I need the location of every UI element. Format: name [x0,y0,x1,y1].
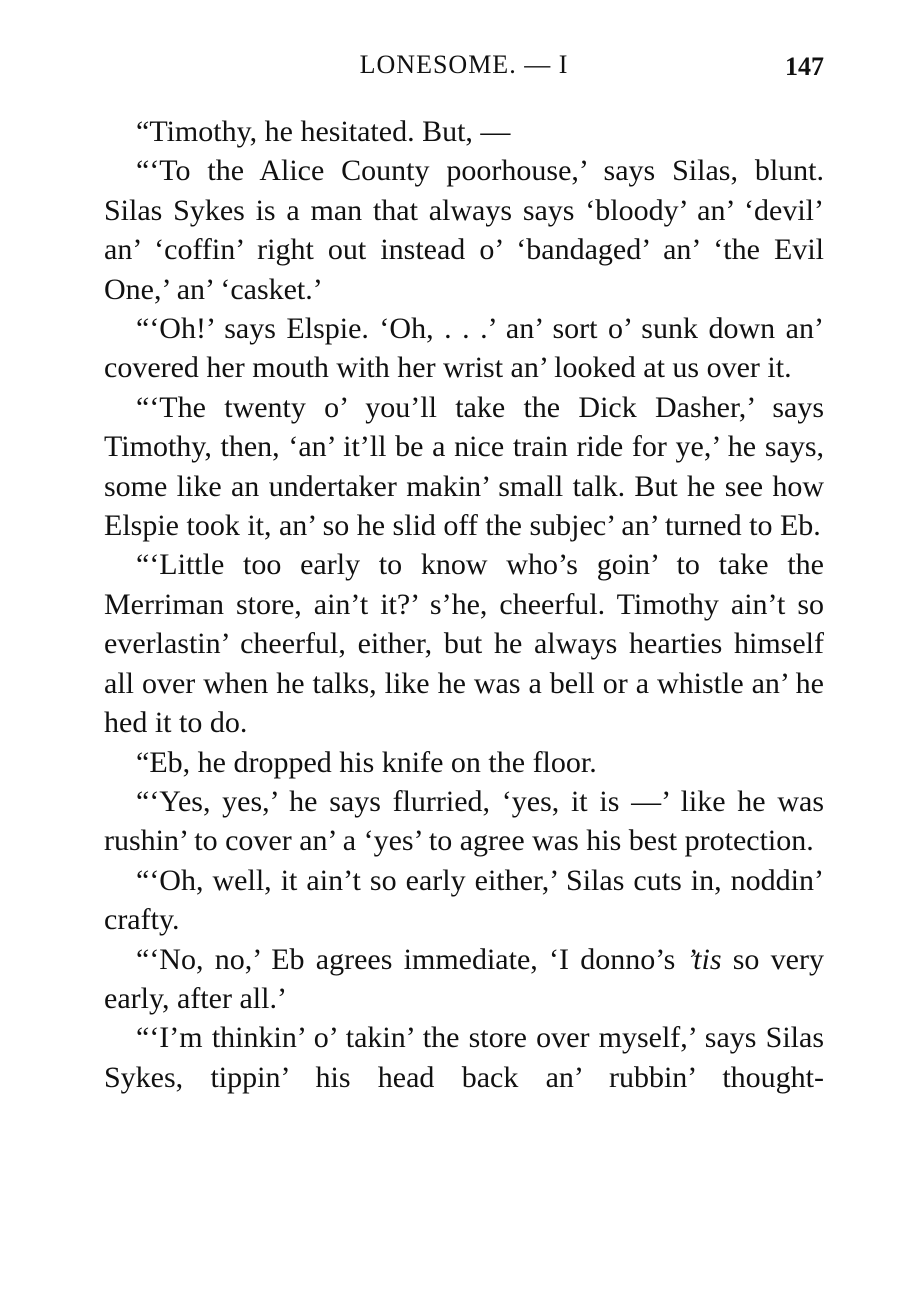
paragraph: “‘Little too early to know who’s goin’ to take the Merriman store, ain’t it?’ s’he, cheerful. Timothy ain’t so everlastin’ cheerful, either, but he always hearties himself all over when he talks, like he was a bell or a whistle an’ he hed it to do. [104,548,824,740]
page-number: 147 [785,52,824,81]
paragraph-text: so very early, after all.’ [104,942,824,1015]
paragraph: “‘Oh, well, it ain’t so early either,’ Silas cuts in, noddin’ crafty. [104,863,824,937]
body-text [104,112,824,1097]
paragraph: “‘Yes, yes,’ he says flurried, ‘yes, it is —’ like he was rushin’ to cover an’ a ‘yes’ to agree was his best protection. [104,784,824,858]
italic-word: ’tis [686,942,722,976]
paragraph: “Eb, he dropped his knife on the floor. [136,745,597,779]
paragraph: “‘The twenty o’ you’ll take the Dick Dasher,’ says Timothy, then, ‘an’ it’ll be a nice train ride for ye,’ he says, some like an undertaker makin’ small talk. But he see how Elspie took it, an’ so he slid off the subjec’ an’ turned to Eb. [104,390,824,543]
running-head: LONESOME. — I [359,50,569,79]
paragraph-text: “‘No, no,’ Eb agrees immediate, ‘I donno’s [136,942,687,976]
paragraph: “Timothy, he hesitated. But, — [136,115,511,148]
page-header [104,50,824,86]
paragraph [104,940,824,1019]
paragraph: “‘I’m thinkin’ o’ takin’ the store over myself,’ says Silas Sykes, tippin’ his head back an’ rubbin’ thought- [104,1021,824,1094]
paragraph: “‘To the Alice County poorhouse,’ says Silas, blunt. Silas Sykes is a man that always says ‘bloody’ an’ ‘devil’ an’ ‘coffin’ right out instead o’ ‘bandaged’ an’ ‘the Evil One,’ an’ ‘casket.’ [104,154,824,306]
paragraph: “‘Oh!’ says Elspie. ‘Oh, . . .’ an’ sort o’ sunk down an’ covered her mouth with her wrist an’ looked at us over it. [104,312,824,385]
